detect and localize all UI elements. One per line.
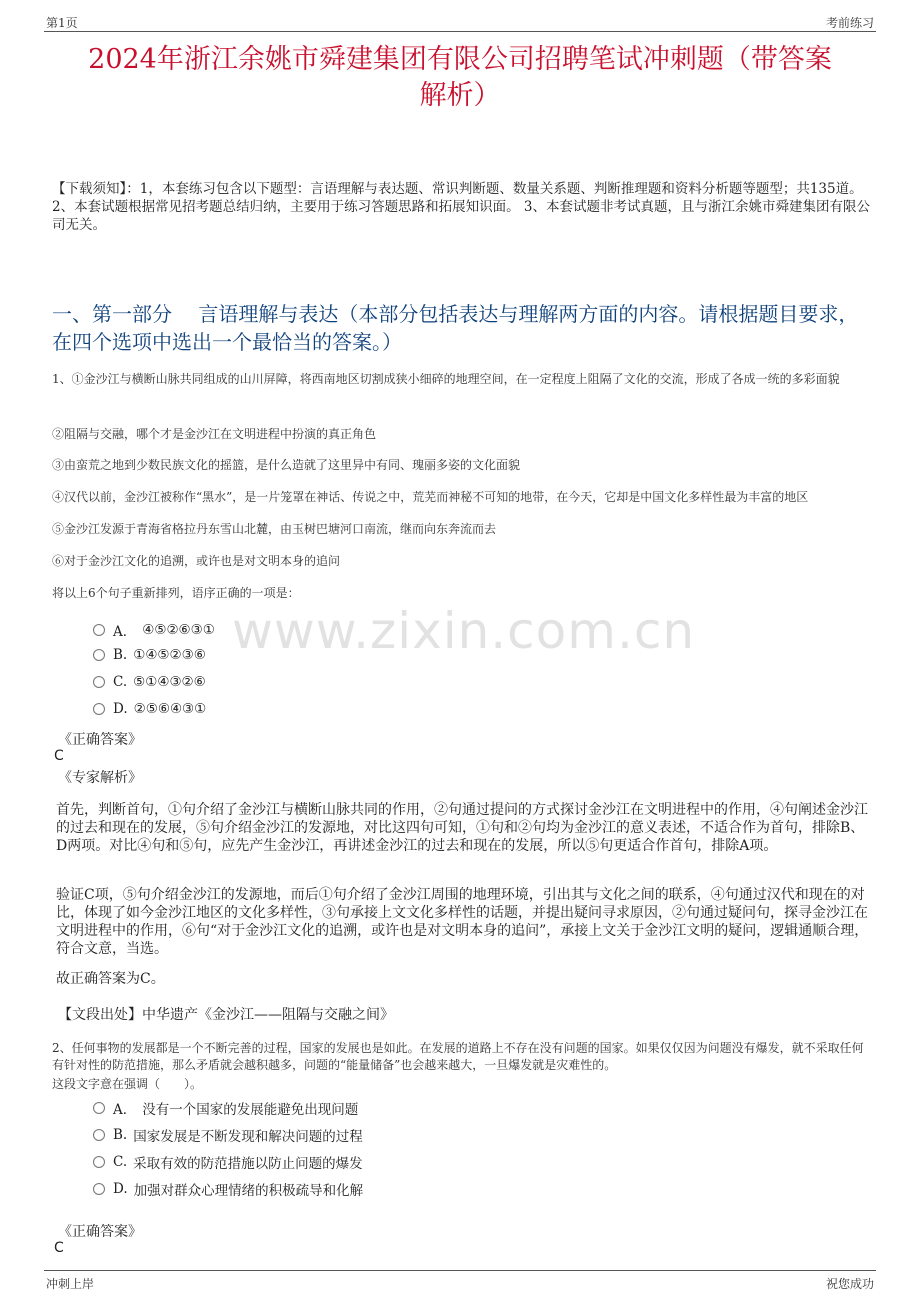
radio-icon[interactable] — [93, 1156, 105, 1168]
q1-analysis-2: 验证C项，⑤句介绍金沙江的发源地，而后①句介绍了金沙江周围的地理环境，引出其与文化之间的联系，④句通过汉代和现在的对比，体现了如今金沙江地区的文化多样性，③句承接上文文化多样性的话题，并提出疑问寻求原因，②句通过疑问句，探寻金沙江在文明进程中的作用，⑥句“对于金沙江文化的追溯，或许也是对文明本身的追问”，承接上文关于金沙江文明的疑问，逻辑通顺合理，符合文意，当选。 — [56, 887, 869, 957]
page-footer — [44, 1270, 876, 1294]
q1-sentence-3: ③由蛮荒之地到少数民族文化的摇篮，是什么造就了这里异中有同、瑰丽多姿的文化面貌 — [52, 458, 521, 472]
q1-sentence-5: ⑤金沙江发源于青海省格拉丹东雪山北麓，由玉树巴塘河口南流，继而向东奔流而去 — [52, 522, 497, 536]
q1-answer-label: 《正确答案》 — [58, 732, 142, 748]
footer-left: 冲刺上岸 — [46, 1277, 95, 1291]
q2-text: 2、任何事物的发展都是一个不断完善的过程，国家的发展也是如此。在发展的道路上不存在没有问题的国家。如果仅仅因为问题没有爆发，就不采取任何有针对性的防范措施，那么矛盾就会越积越多，问题的“能量储备”也会越来越大，一旦爆发就是灾难性的。 — [52, 1041, 864, 1072]
q1-sentence-4: ④汉代以前，金沙江被称作“黑水”，是一片笼罩在神话、传说之中，荒芜而神秘不可知的地带，在今天，它却是中国文化多样性最为丰富的地区 — [52, 490, 809, 504]
q2-option-d[interactable]: D. 加强对群众心理情绪的积极疏导和化解 — [93, 1179, 363, 1199]
title-line-1: 2024年浙江余姚市舜建集团有限公司招聘笔试冲刺题（带答案 — [88, 44, 832, 75]
q1-sentence-6: ⑥对于金沙江文化的追溯，或许也是对文明本身的追问 — [52, 554, 341, 568]
q1-sentence-2: ②阻隔与交融，哪个才是金沙江在文明进程中扮演的真正角色 — [52, 427, 377, 441]
q2-answer: C — [54, 1240, 64, 1256]
q1-option-c[interactable]: C. ⑤①④③②⑥ — [93, 674, 206, 690]
q2-option-a[interactable]: A． 没有一个国家的发展能避免出现问题 — [93, 1098, 358, 1118]
watermark: www.zixin.com.cn — [232, 602, 696, 660]
q1-source: 【文段出处】中华遗产《金沙江——阻隔与交融之间》 — [58, 1007, 394, 1023]
header-label: 考前练习 — [825, 16, 874, 30]
q2-option-b[interactable]: B. 国家发展是不断发现和解决问题的过程 — [93, 1125, 363, 1145]
section-title: 一、第一部分 言语理解与表达（本部分包括表达与理解两方面的内容。请根据题目要求，在四个选项中选出一个最恰当的答案。） — [52, 302, 859, 354]
q1-analysis-label: 《专家解析》 — [58, 770, 142, 786]
radio-icon[interactable] — [93, 624, 105, 636]
q2-answer-label: 《正确答案》 — [58, 1224, 142, 1240]
radio-icon[interactable] — [93, 1102, 105, 1114]
radio-icon[interactable] — [93, 1129, 105, 1141]
page-header — [44, 10, 876, 32]
q1-answer: C — [54, 748, 64, 764]
q2-prompt: 这段文字意在强调（ ）。 — [52, 1077, 203, 1091]
q2-option-c[interactable]: C. 采取有效的防范措施以防止问题的爆发 — [93, 1152, 363, 1172]
q1-option-b[interactable]: B. ①④⑤②③⑥ — [93, 647, 206, 663]
q1-analysis-3: 故正确答案为C。 — [56, 971, 165, 987]
radio-icon[interactable] — [93, 649, 105, 661]
footer-right: 祝您成功 — [825, 1277, 874, 1291]
radio-icon[interactable] — [93, 676, 105, 688]
q1-analysis-1: 首先，判断首句，①句介绍了金沙江与横断山脉共同的作用，②句通过提问的方式探讨金沙江在文明进程中的作用，④句阐述金沙江的过去和现在的发展，⑤句介绍金沙江的发源地，对比这四句可知，①句和②句均为金沙江的意义表述，不适合作为首句，排除B、D两项。对比④句和⑤句，应先产生金沙江，再讲述金沙江的过去和现在的发展，所以⑤句更适合作首句，排除A项。 — [56, 802, 868, 854]
q1-prompt: 将以上6个句子重新排列，语序正确的一项是： — [52, 586, 300, 600]
title-line-2: 解析） — [419, 80, 501, 111]
q1-option-d[interactable]: D. ②⑤⑥④③① — [93, 701, 206, 717]
download-notice: 【下载须知】：1，本套练习包含以下题型：言语理解与表达题、常识判断题、数量关系题、判断推理题和资料分析题等题型；共135道。 2、本套试题根据常见招考题总结归纳，主要用于练习答题思路和拓展知识面。 3、本套试题非考试真题，且与浙江余姚市舜建集团有限公司无关。 — [52, 181, 870, 233]
radio-icon[interactable] — [93, 703, 105, 715]
q1-option-a[interactable]: A． ④⑤②⑥③① — [93, 620, 215, 640]
document-title — [40, 42, 880, 114]
page-number: 第1页 — [46, 16, 78, 30]
q1-sentence-1: 1、①金沙江与横断山脉共同组成的山川屏障，将西南地区切割成狭小细碎的地理空间，在一定程度上阻隔了文化的交流，形成了各成一统的多彩面貌 — [52, 372, 840, 386]
radio-icon[interactable] — [93, 1183, 105, 1195]
